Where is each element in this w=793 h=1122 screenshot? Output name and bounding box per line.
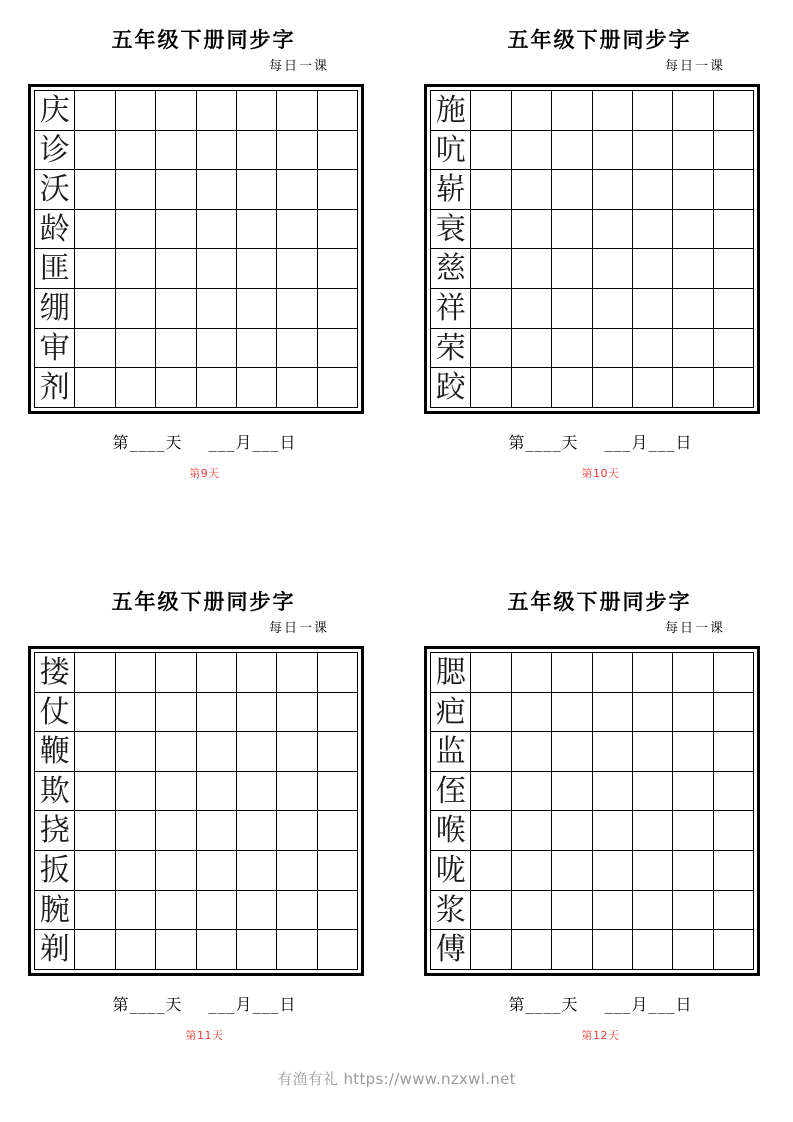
model-character-cell: 吭: [431, 131, 471, 171]
practice-cell[interactable]: [116, 170, 156, 210]
practice-cell[interactable]: [633, 891, 673, 931]
practice-cell[interactable]: [277, 91, 317, 131]
practice-cell[interactable]: [116, 368, 156, 408]
page-subtitle: 每日一课: [664, 59, 725, 75]
practice-cell[interactable]: [75, 249, 115, 289]
practice-cell[interactable]: [512, 851, 552, 891]
model-character-cell: 审: [35, 329, 75, 369]
practice-cell[interactable]: [197, 851, 237, 891]
practice-cell[interactable]: [673, 811, 713, 851]
practice-cell[interactable]: [197, 329, 237, 369]
practice-cell[interactable]: [714, 811, 754, 851]
practice-cell[interactable]: [673, 289, 713, 329]
practice-cell[interactable]: [277, 289, 317, 329]
practice-cell[interactable]: [512, 693, 552, 733]
page-subtitle: 每日一课: [268, 59, 329, 75]
practice-cell[interactable]: [116, 289, 156, 329]
practice-cell[interactable]: [593, 851, 633, 891]
practice-cell[interactable]: [75, 653, 115, 693]
practice-cell[interactable]: [116, 732, 156, 772]
practice-cell[interactable]: [237, 851, 277, 891]
practice-cell[interactable]: [552, 368, 592, 408]
practice-cell[interactable]: [633, 811, 673, 851]
page-title: 五年级下册同步字: [111, 27, 296, 52]
practice-cell[interactable]: [552, 811, 592, 851]
model-character-cell: 庆: [35, 91, 75, 131]
practice-cell[interactable]: [197, 170, 237, 210]
practice-cell[interactable]: [156, 210, 196, 250]
practice-cell[interactable]: [633, 210, 673, 250]
practice-cell[interactable]: [116, 210, 156, 250]
practice-cell[interactable]: [277, 732, 317, 772]
practice-cell[interactable]: [75, 329, 115, 369]
practice-cell[interactable]: [116, 249, 156, 289]
practice-cell[interactable]: [471, 732, 511, 772]
model-character-cell: 诊: [35, 131, 75, 171]
practice-cell[interactable]: [75, 772, 115, 812]
practice-cell[interactable]: [116, 930, 156, 970]
practice-cell[interactable]: [633, 91, 673, 131]
practice-cell[interactable]: [512, 210, 552, 250]
practice-cell[interactable]: [471, 289, 511, 329]
practice-cell[interactable]: [471, 891, 511, 931]
practice-cell[interactable]: [633, 249, 673, 289]
practice-cell[interactable]: [156, 851, 196, 891]
practice-cell[interactable]: [673, 249, 713, 289]
model-character-cell: 施: [431, 91, 471, 131]
practice-cell[interactable]: [75, 91, 115, 131]
practice-cell[interactable]: [156, 772, 196, 812]
day-blank-label: 第____天: [508, 994, 579, 1014]
practice-cell[interactable]: [714, 249, 754, 289]
day-badge: 第10天: [581, 466, 620, 480]
day-blank-label: 第____天: [112, 432, 183, 452]
practice-cell[interactable]: [552, 772, 592, 812]
date-blank-label: ___月___日: [604, 432, 693, 452]
practice-cell[interactable]: [197, 772, 237, 812]
practice-cell[interactable]: [116, 131, 156, 171]
practice-cell[interactable]: [673, 170, 713, 210]
practice-cell[interactable]: [156, 653, 196, 693]
model-character-cell: 匪: [35, 249, 75, 289]
practice-cell[interactable]: [156, 693, 196, 733]
practice-cell[interactable]: [277, 368, 317, 408]
practice-cell[interactable]: [277, 930, 317, 970]
practice-cell[interactable]: [116, 891, 156, 931]
model-character-cell: 侄: [431, 772, 471, 812]
practice-cell[interactable]: [318, 131, 358, 171]
practice-cell[interactable]: [593, 289, 633, 329]
practice-cell[interactable]: [552, 210, 592, 250]
worksheet-day-9: [28, 28, 373, 481]
practice-cell[interactable]: [237, 653, 277, 693]
practice-grid-frame: [424, 646, 760, 976]
practice-cell[interactable]: [633, 772, 673, 812]
model-character-cell: 腕: [35, 891, 75, 931]
practice-cell[interactable]: [633, 170, 673, 210]
practice-cell[interactable]: [471, 772, 511, 812]
practice-cell[interactable]: [714, 693, 754, 733]
practice-cell[interactable]: [156, 368, 196, 408]
practice-cell[interactable]: [156, 91, 196, 131]
practice-cell[interactable]: [673, 91, 713, 131]
practice-cell[interactable]: [277, 131, 317, 171]
practice-cell[interactable]: [471, 368, 511, 408]
practice-cell[interactable]: [318, 289, 358, 329]
practice-cell[interactable]: [277, 653, 317, 693]
practice-cell[interactable]: [512, 289, 552, 329]
practice-cell[interactable]: [197, 732, 237, 772]
page-title: 五年级下册同步字: [507, 589, 692, 614]
practice-cell[interactable]: [512, 653, 552, 693]
practice-cell[interactable]: [156, 891, 196, 931]
practice-cell[interactable]: [277, 811, 317, 851]
practice-grid-frame: [28, 646, 364, 976]
practice-cell[interactable]: [593, 131, 633, 171]
model-character-cell: 仗: [35, 693, 75, 733]
model-character-cell: 浆: [431, 891, 471, 931]
model-character-cell: 绷: [35, 289, 75, 329]
practice-cell[interactable]: [318, 91, 358, 131]
practice-grid: [34, 90, 358, 408]
practice-grid-frame: [28, 84, 364, 414]
practice-cell[interactable]: [552, 732, 592, 772]
practice-cell[interactable]: [593, 91, 633, 131]
practice-cell[interactable]: [237, 693, 277, 733]
practice-cell[interactable]: [116, 851, 156, 891]
practice-cell[interactable]: [75, 732, 115, 772]
practice-cell[interactable]: [156, 131, 196, 171]
practice-cell[interactable]: [156, 170, 196, 210]
practice-cell[interactable]: [593, 811, 633, 851]
practice-cell[interactable]: [673, 131, 713, 171]
practice-cell[interactable]: [673, 732, 713, 772]
practice-cell[interactable]: [471, 210, 511, 250]
practice-grid: [430, 652, 754, 970]
practice-cell[interactable]: [116, 693, 156, 733]
practice-cell[interactable]: [714, 653, 754, 693]
model-character-cell: 跤: [431, 368, 471, 408]
practice-cell[interactable]: [277, 693, 317, 733]
practice-cell[interactable]: [512, 249, 552, 289]
model-character-cell: 祥: [431, 289, 471, 329]
practice-cell[interactable]: [116, 329, 156, 369]
practice-cell[interactable]: [156, 289, 196, 329]
model-character-cell: 剃: [35, 930, 75, 970]
practice-cell[interactable]: [471, 249, 511, 289]
practice-cell[interactable]: [512, 91, 552, 131]
worksheet-day-11: [28, 590, 373, 1043]
practice-cell[interactable]: [633, 693, 673, 733]
practice-cell[interactable]: [197, 891, 237, 931]
practice-cell[interactable]: [237, 329, 277, 369]
date-line: [28, 430, 373, 453]
practice-cell[interactable]: [633, 368, 673, 408]
model-character-cell: 傅: [431, 930, 471, 970]
practice-cell[interactable]: [673, 851, 713, 891]
practice-cell[interactable]: [197, 289, 237, 329]
practice-cell[interactable]: [237, 289, 277, 329]
practice-cell[interactable]: [471, 131, 511, 171]
model-character-cell: 腮: [431, 653, 471, 693]
practice-cell[interactable]: [318, 732, 358, 772]
practice-cell[interactable]: [512, 170, 552, 210]
model-character-cell: 监: [431, 732, 471, 772]
practice-cell[interactable]: [75, 930, 115, 970]
practice-cell[interactable]: [471, 329, 511, 369]
practice-cell[interactable]: [673, 653, 713, 693]
practice-cell[interactable]: [237, 170, 277, 210]
practice-cell[interactable]: [673, 693, 713, 733]
practice-cell[interactable]: [237, 772, 277, 812]
practice-cell[interactable]: [237, 91, 277, 131]
practice-cell[interactable]: [237, 930, 277, 970]
model-character-cell: 搂: [35, 653, 75, 693]
worksheet-day-10: [424, 28, 769, 481]
practice-cell[interactable]: [197, 653, 237, 693]
practice-cell[interactable]: [116, 811, 156, 851]
practice-cell[interactable]: [318, 653, 358, 693]
day-blank-label: 第____天: [112, 994, 183, 1014]
model-character-cell: 沃: [35, 170, 75, 210]
practice-cell[interactable]: [593, 772, 633, 812]
practice-cell[interactable]: [197, 811, 237, 851]
practice-cell[interactable]: [156, 249, 196, 289]
day-blank-label: 第____天: [508, 432, 579, 452]
practice-cell[interactable]: [197, 368, 237, 408]
practice-cell[interactable]: [237, 131, 277, 171]
day-badge: 第9天: [189, 466, 220, 480]
practice-cell[interactable]: [512, 811, 552, 851]
practice-cell[interactable]: [593, 653, 633, 693]
practice-cell[interactable]: [197, 210, 237, 250]
practice-cell[interactable]: [75, 368, 115, 408]
practice-cell[interactable]: [552, 289, 592, 329]
practice-cell[interactable]: [471, 930, 511, 970]
model-character-cell: 崭: [431, 170, 471, 210]
model-character-cell: 龄: [35, 210, 75, 250]
date-line: [424, 430, 769, 453]
practice-cell[interactable]: [673, 891, 713, 931]
practice-cell[interactable]: [714, 170, 754, 210]
practice-cell[interactable]: [237, 210, 277, 250]
practice-cell[interactable]: [633, 131, 673, 171]
practice-cell[interactable]: [714, 891, 754, 931]
practice-cell[interactable]: [75, 811, 115, 851]
practice-cell[interactable]: [714, 930, 754, 970]
day-badge: 第11天: [185, 1028, 224, 1042]
practice-cell[interactable]: [673, 368, 713, 408]
practice-cell[interactable]: [318, 329, 358, 369]
practice-cell[interactable]: [714, 210, 754, 250]
practice-grid-frame: [424, 84, 760, 414]
date-line: [424, 992, 769, 1015]
practice-cell[interactable]: [197, 930, 237, 970]
practice-cell[interactable]: [75, 170, 115, 210]
practice-cell[interactable]: [237, 249, 277, 289]
practice-cell[interactable]: [471, 693, 511, 733]
practice-cell[interactable]: [318, 210, 358, 250]
practice-cell[interactable]: [471, 811, 511, 851]
practice-cell[interactable]: [593, 693, 633, 733]
practice-cell[interactable]: [197, 693, 237, 733]
practice-cell[interactable]: [75, 851, 115, 891]
practice-cell[interactable]: [237, 732, 277, 772]
practice-cell[interactable]: [318, 772, 358, 812]
day-badge: 第12天: [581, 1028, 620, 1042]
practice-cell[interactable]: [471, 851, 511, 891]
practice-cell[interactable]: [471, 653, 511, 693]
page-title: 五年级下册同步字: [111, 589, 296, 614]
practice-cell[interactable]: [552, 653, 592, 693]
practice-cell[interactable]: [552, 329, 592, 369]
model-character-cell: 疤: [431, 693, 471, 733]
practice-cell[interactable]: [75, 891, 115, 931]
practice-cell[interactable]: [318, 851, 358, 891]
practice-cell[interactable]: [75, 693, 115, 733]
practice-cell[interactable]: [318, 693, 358, 733]
practice-cell[interactable]: [471, 91, 511, 131]
practice-cell[interactable]: [593, 368, 633, 408]
practice-cell[interactable]: [318, 811, 358, 851]
practice-cell[interactable]: [277, 891, 317, 931]
practice-cell[interactable]: [116, 772, 156, 812]
practice-cell[interactable]: [633, 289, 673, 329]
page-subtitle: 每日一课: [268, 621, 329, 637]
practice-cell[interactable]: [673, 930, 713, 970]
practice-cell[interactable]: [633, 732, 673, 772]
practice-cell[interactable]: [277, 210, 317, 250]
practice-cell[interactable]: [593, 249, 633, 289]
practice-cell[interactable]: [593, 329, 633, 369]
model-character-cell: 鞭: [35, 732, 75, 772]
practice-cell[interactable]: [277, 851, 317, 891]
practice-cell[interactable]: [714, 368, 754, 408]
practice-cell[interactable]: [116, 91, 156, 131]
model-character-cell: 剂: [35, 368, 75, 408]
practice-cell[interactable]: [593, 732, 633, 772]
practice-cell[interactable]: [714, 732, 754, 772]
practice-cell[interactable]: [237, 811, 277, 851]
practice-cell[interactable]: [552, 891, 592, 931]
practice-cell[interactable]: [593, 210, 633, 250]
practice-cell[interactable]: [318, 249, 358, 289]
page-title: 五年级下册同步字: [507, 27, 692, 52]
practice-cell[interactable]: [714, 289, 754, 329]
practice-cell[interactable]: [277, 329, 317, 369]
model-character-cell: 咙: [431, 851, 471, 891]
practice-cell[interactable]: [593, 170, 633, 210]
practice-cell[interactable]: [552, 170, 592, 210]
practice-cell[interactable]: [633, 851, 673, 891]
practice-cell[interactable]: [714, 91, 754, 131]
practice-cell[interactable]: [552, 249, 592, 289]
practice-cell[interactable]: [197, 91, 237, 131]
model-character-cell: 荣: [431, 329, 471, 369]
practice-cell[interactable]: [593, 891, 633, 931]
practice-cell[interactable]: [714, 131, 754, 171]
date-line: [28, 992, 373, 1015]
practice-cell[interactable]: [318, 170, 358, 210]
practice-cell[interactable]: [318, 368, 358, 408]
worksheet-day-12: [424, 590, 769, 1043]
practice-cell[interactable]: [277, 170, 317, 210]
practice-cell[interactable]: [197, 131, 237, 171]
site-watermark: 有渔有礼 https://www.nzxwl.net: [277, 1070, 516, 1088]
model-character-cell: 衰: [431, 210, 471, 250]
practice-cell[interactable]: [552, 91, 592, 131]
practice-cell[interactable]: [318, 930, 358, 970]
practice-grid: [430, 90, 754, 408]
model-character-cell: 慈: [431, 249, 471, 289]
practice-cell[interactable]: [75, 131, 115, 171]
practice-cell[interactable]: [156, 811, 196, 851]
practice-cell[interactable]: [75, 210, 115, 250]
practice-cell[interactable]: [156, 732, 196, 772]
practice-cell[interactable]: [512, 891, 552, 931]
practice-cell[interactable]: [237, 368, 277, 408]
practice-cell[interactable]: [512, 131, 552, 171]
model-character-cell: 挠: [35, 811, 75, 851]
practice-cell[interactable]: [156, 329, 196, 369]
model-character-cell: 欺: [35, 772, 75, 812]
practice-cell[interactable]: [673, 210, 713, 250]
practice-cell[interactable]: [512, 329, 552, 369]
practice-cell[interactable]: [318, 891, 358, 931]
practice-cell[interactable]: [633, 329, 673, 369]
practice-cell[interactable]: [552, 930, 592, 970]
practice-cell[interactable]: [673, 329, 713, 369]
practice-cell[interactable]: [75, 289, 115, 329]
date-blank-label: ___月___日: [208, 994, 297, 1014]
practice-cell[interactable]: [471, 170, 511, 210]
practice-cell[interactable]: [714, 851, 754, 891]
model-character-cell: 喉: [431, 811, 471, 851]
practice-cell[interactable]: [714, 772, 754, 812]
practice-cell[interactable]: [512, 732, 552, 772]
practice-cell[interactable]: [277, 772, 317, 812]
practice-cell[interactable]: [277, 249, 317, 289]
practice-cell[interactable]: [512, 930, 552, 970]
model-character-cell: 扳: [35, 851, 75, 891]
practice-grid: [34, 652, 358, 970]
practice-cell[interactable]: [593, 930, 633, 970]
practice-cell[interactable]: [116, 653, 156, 693]
practice-cell[interactable]: [552, 851, 592, 891]
practice-cell[interactable]: [633, 930, 673, 970]
practice-cell[interactable]: [237, 891, 277, 931]
date-blank-label: ___月___日: [604, 994, 693, 1014]
practice-cell[interactable]: [512, 772, 552, 812]
practice-cell[interactable]: [156, 930, 196, 970]
practice-cell[interactable]: [552, 693, 592, 733]
practice-cell[interactable]: [197, 249, 237, 289]
practice-cell[interactable]: [633, 653, 673, 693]
practice-cell[interactable]: [714, 329, 754, 369]
date-blank-label: ___月___日: [208, 432, 297, 452]
practice-cell[interactable]: [512, 368, 552, 408]
practice-cell[interactable]: [673, 772, 713, 812]
practice-cell[interactable]: [552, 131, 592, 171]
page-subtitle: 每日一课: [664, 621, 725, 637]
